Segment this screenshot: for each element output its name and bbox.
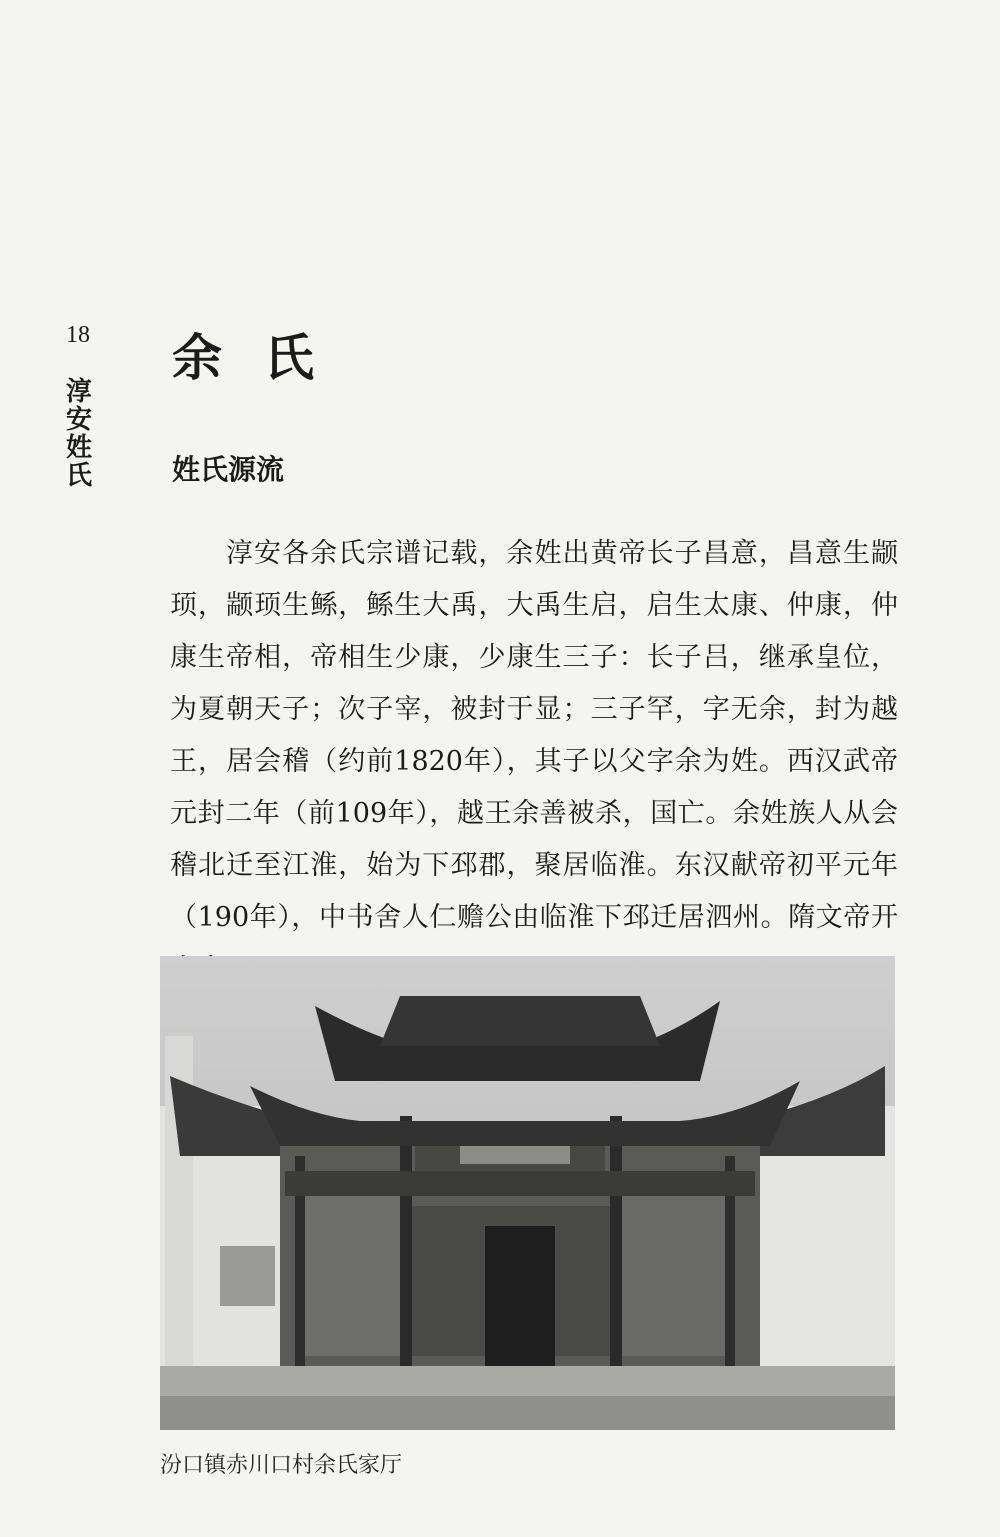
chapter-title: 余氏: [172, 329, 356, 387]
ancestral-hall-illustration: [160, 956, 895, 1430]
ancestral-hall-photo: [160, 956, 895, 1430]
section-heading: 姓氏源流: [172, 453, 285, 486]
page-number: 18: [66, 322, 90, 348]
figure-caption: 汾口镇赤川口村余氏家厅: [160, 1453, 403, 1478]
running-head: 淳安姓氏: [66, 377, 93, 491]
body-paragraph: 淳安各余氏宗谱记载，余姓出黄帝长子昌意，昌意生颛顼，颛顼生鲧，鲧生大禹，大禹生启，启生太康、仲康，仲康生帝相，帝相生少康，少康生三子：长子吕，继承皇位，为夏朝天子；次子宰，被封于显；三子罕，字无余，封为越王，居会稽（约前1820年），其子以父字余为姓。西汉武帝元封二年（前109年），越王余善被杀，国亡。余姓族人从会稽北迁至江淮，始为下邳郡，聚居临淮。东汉献帝初平元年（190年），中书舍人仁赡公由临淮下邳迁居泗州。隋文帝开: [170, 538, 898, 933]
